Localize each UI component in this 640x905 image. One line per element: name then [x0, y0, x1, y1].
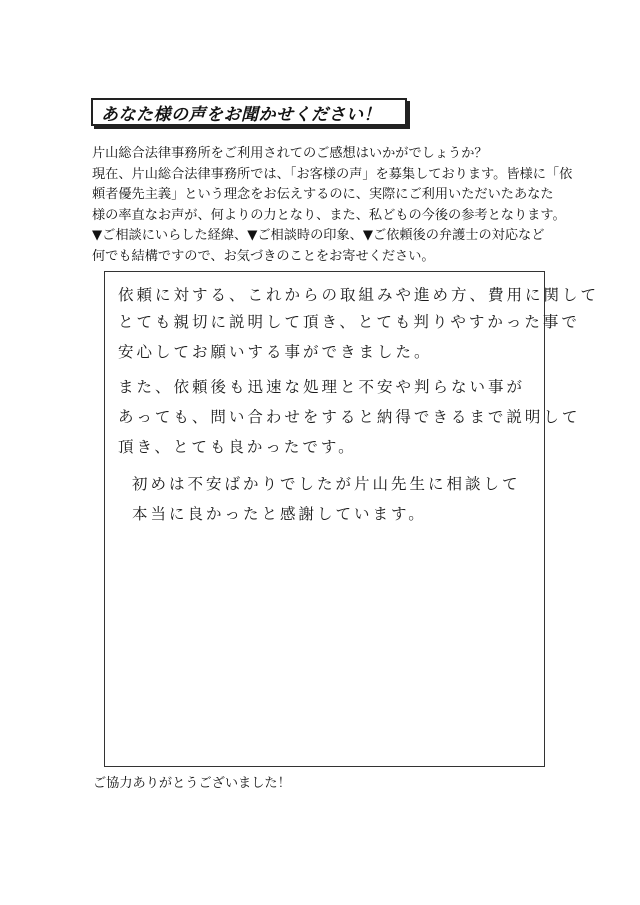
- intro-line: 現在、片山総合法律事務所では、「お客様の声」を募集しております。皆様に「依: [92, 166, 573, 182]
- handwritten-line: 頂き、とても良かったです。: [118, 438, 357, 456]
- intro-text: [92, 144, 573, 267]
- handwritten-line: 初めは不安ばかりでしたが片山先生に相談して: [132, 475, 521, 493]
- handwritten-line: あっても、問い合わせをすると納得できるまで説明して: [118, 408, 581, 426]
- page-title: あなた様の声をお聞かせください！: [101, 104, 381, 125]
- handwritten-line: また、依頼後も迅速な処理と不安や判らない事が: [118, 378, 526, 396]
- title-banner: [91, 98, 407, 126]
- handwritten-line: 本当に良かったと感謝しています。: [132, 505, 427, 523]
- intro-line: 様の率直なお声が、何よりの力となり、また、私どもの今後の参考となります。: [92, 207, 566, 223]
- handwritten-line: とても親切に説明して頂き、とても判りやすかった事で: [118, 313, 580, 331]
- intro-line: 頼者優先主義」という理念をお伝えするのに、実際にご利用いただいたあなた: [92, 187, 554, 202]
- handwritten-line: 依頼に対する、これからの取組みや進め方、費用に関して: [118, 286, 600, 304]
- handwritten-line: 安心してお願いする事ができました。: [118, 343, 433, 361]
- intro-line: 何でも結構ですので、お気づきのことをお寄せください。: [92, 248, 435, 264]
- intro-line: 片山総合法律事務所をご利用されてのご感想はいかがでしょうか？: [92, 146, 488, 161]
- closing-text: ご協力ありがとうございました！: [93, 776, 291, 791]
- intro-line: ▼ご相談にいらした経緯、▼ご相談時の印象、▼ご依頼後の弁護士の対応など: [92, 228, 545, 243]
